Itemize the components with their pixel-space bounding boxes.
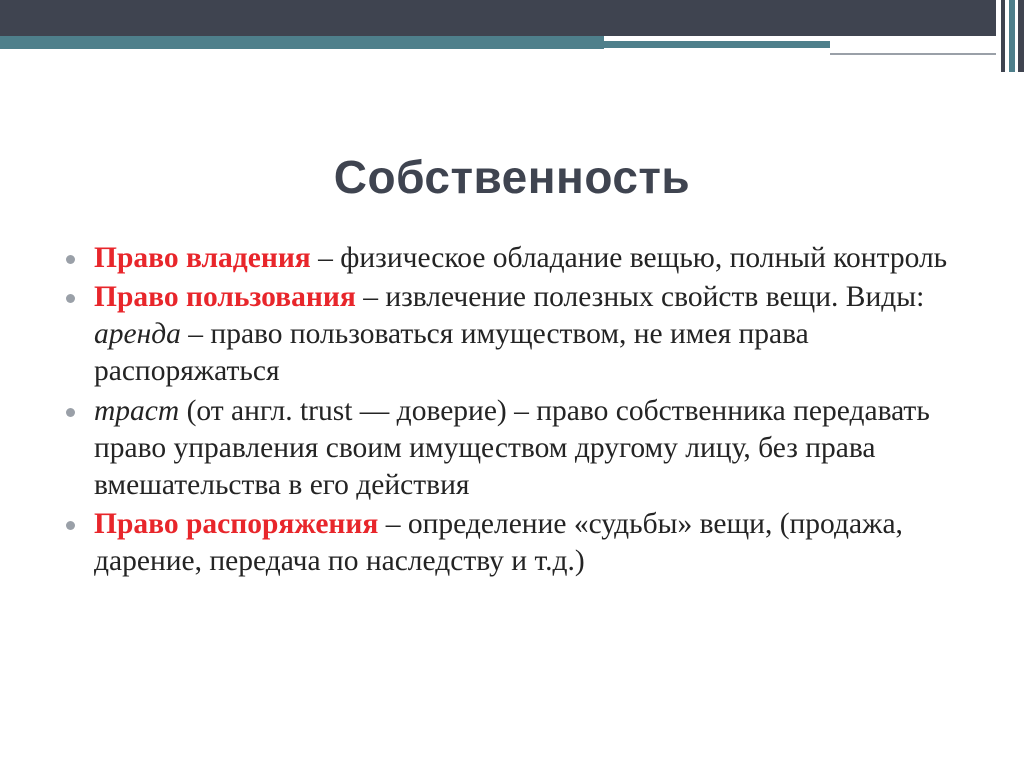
bullet-emphasis-term: аренда [94,318,181,351]
banner-teal-band [0,36,604,49]
list-item [56,506,976,580]
list-item [56,393,976,504]
decorative-top-banner [0,0,1024,72]
list-item [56,240,976,277]
list-item [56,279,976,390]
bullet-text: – определение «судьбы» вещи, (продажа, дарение, передача по наследству и т.д.) [94,508,903,578]
bullet-lead-term: Право пользования [94,281,356,314]
bullet-lead-term: Право распоряжения [94,508,379,541]
banner-teal-band-secondary [604,41,830,48]
banner-white-gap [0,49,604,53]
slide-title: Собственность [333,151,691,203]
bullet-text: – извлечение полезных свойств вещи. Виды: [355,281,925,314]
banner-stripe-6 [1018,0,1024,72]
slide-body [56,240,976,582]
bullet-text: – физическое обладание вещью, полный контроль [310,242,948,274]
bullet-lead-term: траст [94,394,180,427]
bullet-text: (от англ. trust — доверие) – право собственника передавать право управления своим имуществом другому лицу, без права вмешательства в его действия [94,394,930,501]
banner-grey-line [830,53,1024,55]
banner-dark-band [0,0,1024,36]
bullet-list [56,240,976,580]
bullet-text-tail: – право пользоваться имуществом, не имея права распоряжаться [94,318,809,388]
bullet-lead-term: Право владения [94,242,311,274]
